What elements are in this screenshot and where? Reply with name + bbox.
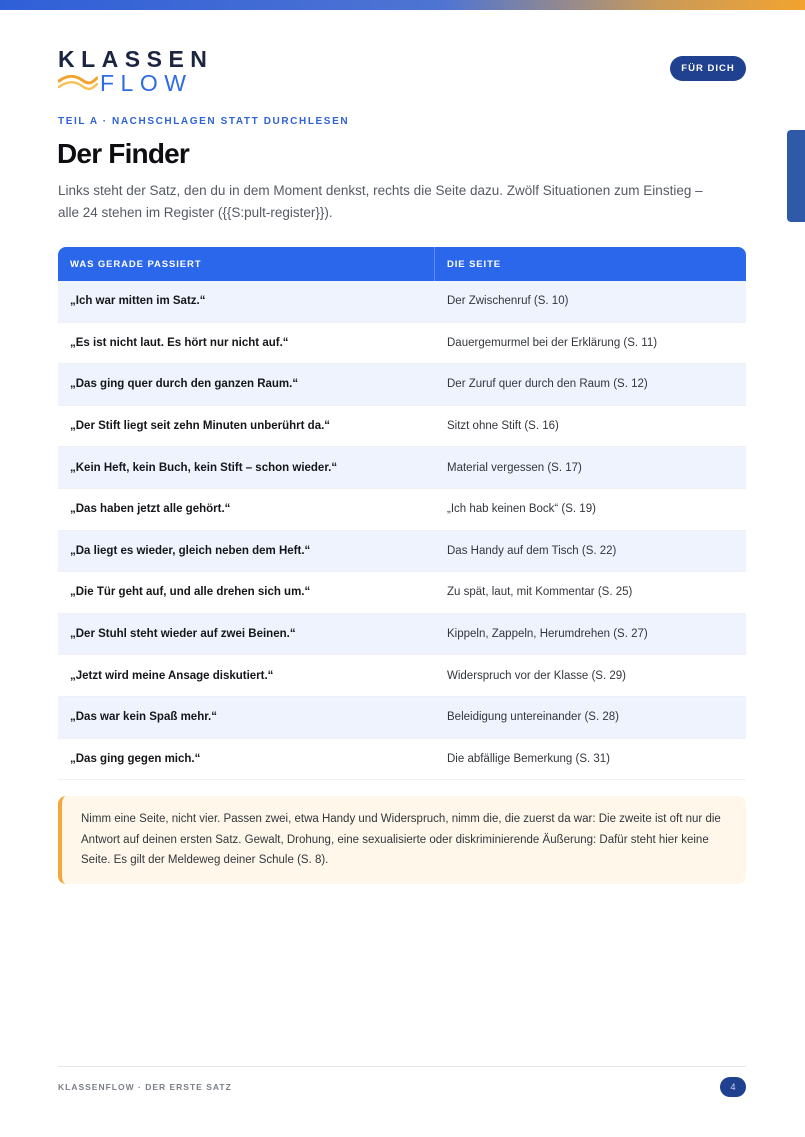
table-row [58, 614, 746, 656]
hint-note: Nimm eine Seite, nicht vier. Passen zwei, etwa Handy und Widerspruch, nimm die, die zuerst da war: Die zweite ist oft nur die Antwort auf deinen ersten Satz. Gewalt, Drohung, eine sexualisierte oder diskriminierende Äußerung: Dafür steht hier keine Seite. Es gilt der Meldeweg deiner Schule (S. 8). [58, 796, 746, 884]
page-reference-cell: Das Handy auf dem Tisch (S. 22) [447, 544, 617, 557]
page-title: Der Finder [57, 138, 190, 169]
intro-paragraph: Links steht der Satz, den du in dem Moment denkst, rechts die Seite dazu. Zwölf Situationen zum Einstieg – alle 24 stehen im Register ({{S:pult-register}}). [58, 183, 703, 220]
fuer-dich-badge[interactable]: FÜR DICH [670, 56, 746, 81]
page-reference-cell: Kippeln, Zappeln, Herumdrehen (S. 27) [447, 628, 648, 641]
logo-text-bottom: FLOW [100, 70, 193, 96]
table-row [58, 406, 746, 448]
situation-cell: „Das ging gegen mich.“ [70, 752, 201, 765]
situation-cell: „Da liegt es wieder, gleich neben dem Heft.“ [70, 544, 311, 557]
table-row [58, 739, 746, 781]
header-page: DIE SEITE [447, 258, 502, 270]
situation-cell: „Es ist nicht laut. Es hört nur nicht auf.“ [70, 336, 289, 349]
page-reference-cell: Zu spät, laut, mit Kommentar (S. 25) [447, 586, 633, 599]
section-kicker: TEIL A · NACHSCHLAGEN STATT DURCHLESEN [58, 116, 350, 127]
table-header [58, 247, 746, 281]
table-row [58, 531, 746, 573]
table-row [58, 572, 746, 614]
footer-divider [58, 1066, 746, 1067]
page-number: 4 [720, 1077, 746, 1097]
table-row [58, 281, 746, 323]
page-reference-cell: Beleidigung untereinander (S. 28) [447, 711, 619, 724]
situation-cell: „Jetzt wird meine Ansage diskutiert.“ [70, 669, 274, 682]
page-reference-cell: Der Zuruf quer durch den Raum (S. 12) [447, 378, 648, 391]
situation-cell: „Der Stift liegt seit zehn Minuten unberührt da.“ [70, 420, 331, 433]
page-reference-cell: Der Zwischenruf (S. 10) [447, 295, 569, 308]
situation-cell: „Kein Heft, kein Buch, kein Stift – schon wieder.“ [70, 461, 338, 474]
page-reference-cell: Sitzt ohne Stift (S. 16) [447, 420, 559, 433]
table-row [58, 364, 746, 406]
table-body [58, 281, 746, 780]
finder-table [58, 247, 746, 780]
klassenflow-logo [58, 46, 214, 96]
situation-cell: „Das war kein Spaß mehr.“ [70, 711, 218, 724]
side-bookmark-tab[interactable] [787, 130, 805, 222]
table-row [58, 323, 746, 365]
footer-text: KLASSENFLOW · DER ERSTE SATZ [58, 1082, 232, 1092]
table-row [58, 655, 746, 697]
logo-text-top: KLASSEN [58, 46, 214, 72]
situation-cell: „Ich war mitten im Satz.“ [70, 295, 206, 308]
page-reference-cell: „Ich hab keinen Bock“ (S. 19) [447, 503, 596, 516]
page-reference-cell: Widerspruch vor der Klasse (S. 29) [447, 669, 626, 682]
situation-cell: „Die Tür geht auf, und alle drehen sich um.“ [70, 586, 311, 599]
top-gradient-bar [0, 0, 805, 10]
situation-cell: „Der Stuhl steht wieder auf zwei Beinen.“ [70, 628, 296, 641]
header-situation: WAS GERADE PASSIERT [58, 247, 435, 281]
page-reference-cell: Die abfällige Bemerkung (S. 31) [447, 752, 610, 765]
wave-icon [58, 72, 98, 92]
table-row [58, 489, 746, 531]
situation-cell: „Das haben jetzt alle gehört.“ [70, 503, 231, 516]
table-row [58, 447, 746, 489]
page-reference-cell: Dauergemurmel bei der Erklärung (S. 11) [447, 336, 658, 349]
situation-cell: „Das ging quer durch den ganzen Raum.“ [70, 378, 299, 391]
page-reference-cell: Material vergessen (S. 17) [447, 461, 582, 474]
table-row [58, 697, 746, 739]
